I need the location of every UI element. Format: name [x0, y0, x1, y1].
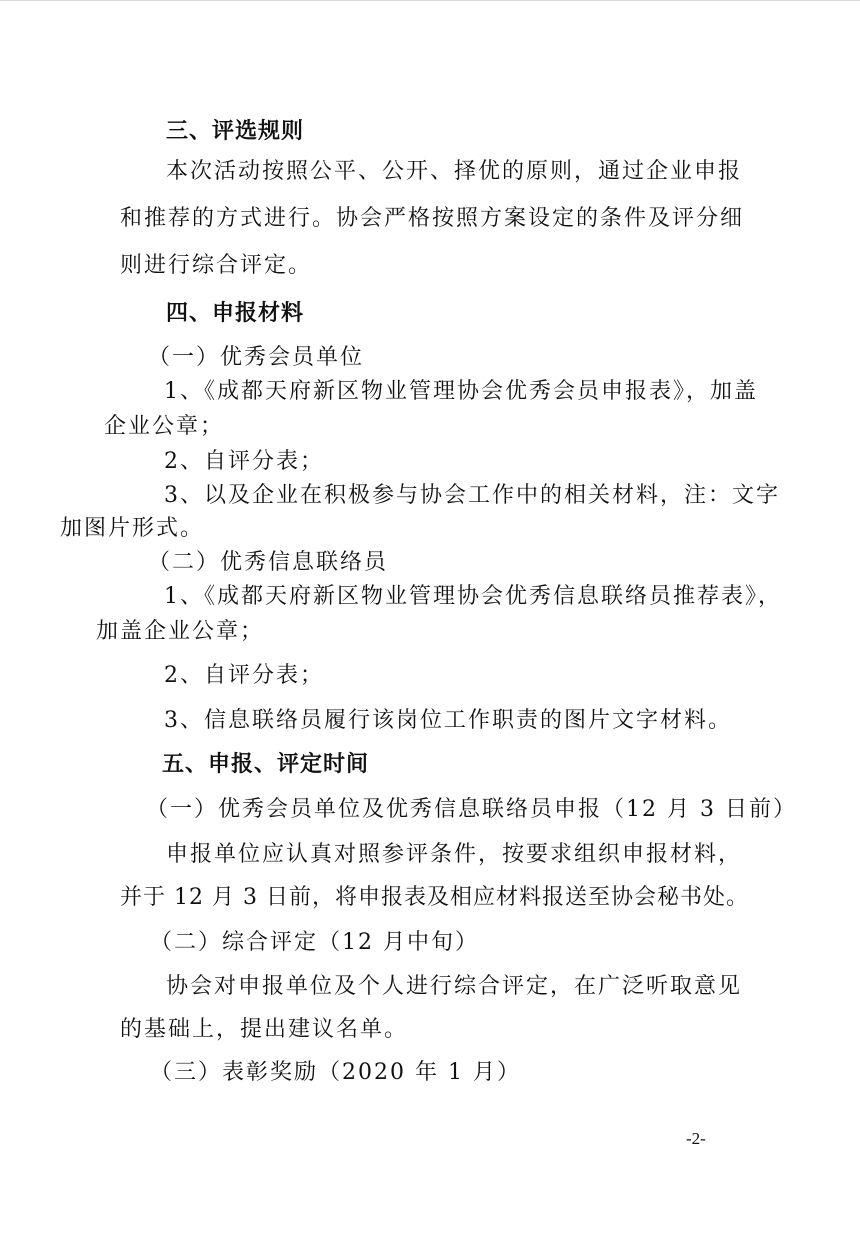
- section-heading-3: 三、评选规则: [166, 119, 305, 144]
- page-number: -2-: [686, 1129, 706, 1148]
- paragraph-line: 加图片形式。: [60, 516, 205, 541]
- paragraph-line: 并于 12 月 3 日前，将申报表及相应材料报送至协会秘书处。: [120, 885, 749, 910]
- paragraph-line: 本次活动按照公平、公开、择优的原则，通过企业申报: [166, 159, 743, 184]
- subsection-heading: （一）优秀会员单位: [148, 345, 365, 370]
- paragraph-line: 企业公章；: [104, 414, 225, 439]
- paragraph-line: 则进行综合评定。: [120, 253, 313, 278]
- page-top-border: [0, 0, 860, 1]
- subsection-heading: （二）综合评定（12 月中旬）: [150, 930, 479, 955]
- paragraph-line: 加盖企业公章；: [96, 619, 265, 644]
- subsection-heading: （三）表彰奖励（2020 年 1 月）: [150, 1060, 521, 1085]
- paragraph-line: 和推荐的方式进行。协会严格按照方案设定的条件及评分细: [120, 206, 745, 231]
- list-item: 3、信息联络员履行该岗位工作职责的图片文字材料。: [164, 708, 732, 733]
- subsection-heading: （一）优秀会员单位及优秀信息联络员申报（12 月 3 日前）: [146, 797, 797, 822]
- list-item: 2、自评分表；: [164, 449, 324, 474]
- subsection-heading: （二）优秀信息联络员: [148, 550, 389, 575]
- paragraph-line: 的基础上，提出建议名单。: [120, 1017, 409, 1042]
- section-heading-4: 四、申报材料: [166, 301, 305, 326]
- list-item: 1、《成都天府新区物业管理协会优秀信息联络员推荐表》，: [164, 584, 782, 609]
- paragraph-line: 协会对申报单位及个人进行综合评定，在广泛听取意见: [166, 974, 743, 999]
- section-heading-5: 五、申报、评定时间: [162, 752, 370, 777]
- list-item: 2、自评分表；: [164, 663, 324, 688]
- list-item: 1、《成都天府新区物业管理协会优秀会员申报表》，加盖: [164, 379, 758, 404]
- paragraph-line: 申报单位应认真对照参评条件，按要求组织申报材料，: [166, 842, 743, 867]
- list-item: 3、以及企业在积极参与协会工作中的相关材料，注：文字: [164, 483, 780, 508]
